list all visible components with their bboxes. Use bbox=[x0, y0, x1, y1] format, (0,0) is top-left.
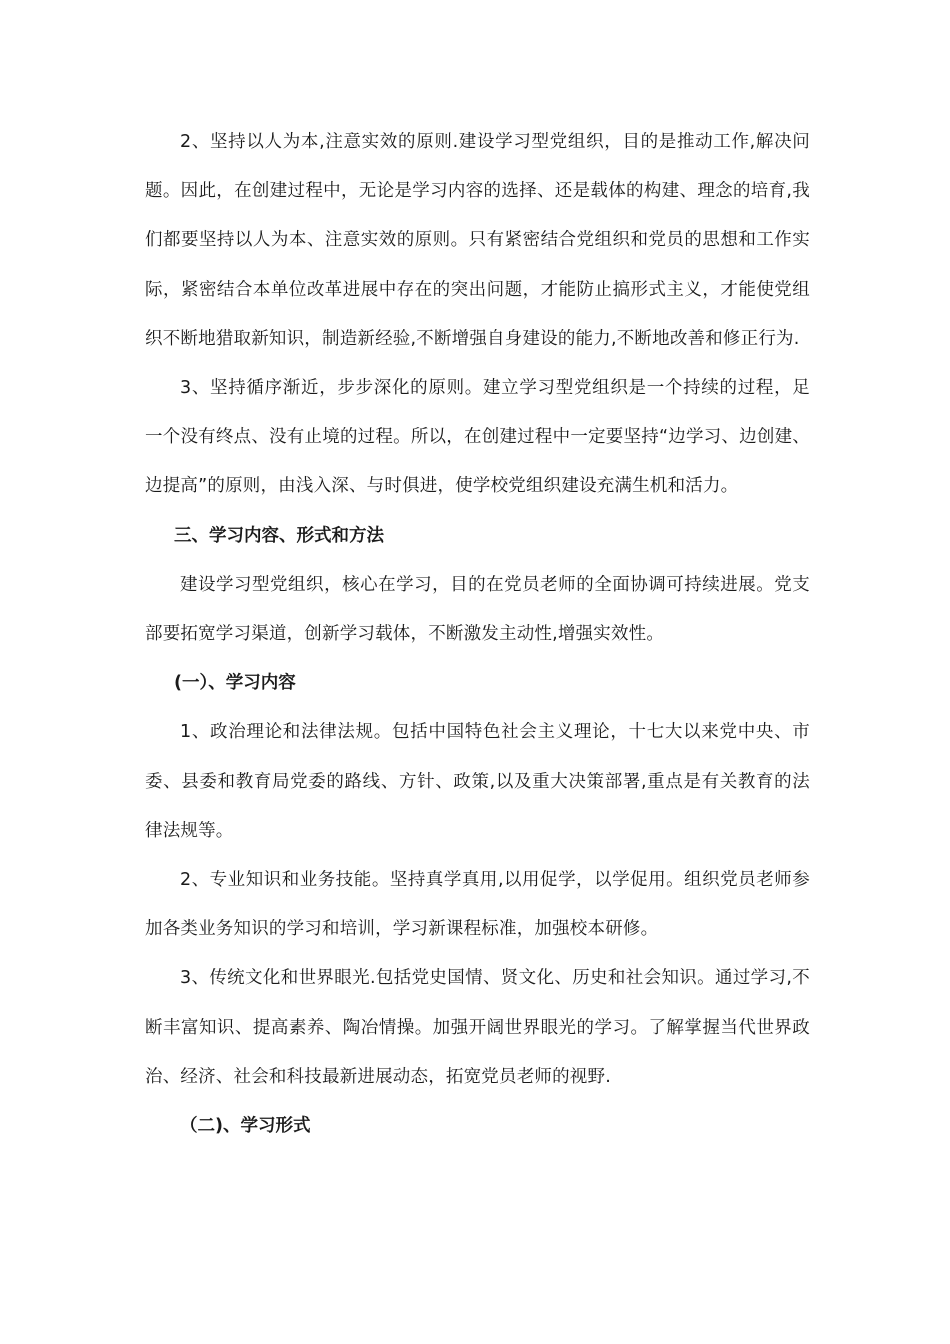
subheading-learning-content: (一）、学习内容 bbox=[174, 673, 296, 694]
section-heading-3: 三、学习内容、形式和方法 bbox=[174, 525, 384, 546]
document-page bbox=[145, 118, 810, 1151]
paragraph-principle-3: 3、坚持循序渐近，步步深化的原则。建立学习型党组织是一个持续的过程，足一个没有终点、没有止境的过程。所以，在创建过程中一定要坚持“边学习、边创建、边提高”的原则，由浅入深、与时俱进，使学校党组织建设充满生机和活力。 bbox=[145, 378, 810, 497]
paragraph-content-1: 1、政治理论和法律法规。包括中国特色社会主义理论，十七大以来党中央、市委、县委和教育局党委的路线、方针、政策,以及重大决策部署,重点是有关教育的法律法规等。 bbox=[145, 722, 810, 841]
paragraph-content-3: 3、传统文化和世界眼光.包括党史国情、贤文化、历史和社会知识。通过学习,不断丰富知识、提高素养、陶冶情操。加强开阔世界眼光的学习。了解掌握当代世界政治、经济、社会和科技最新进展动态，拓宽党员老师的视野. bbox=[145, 968, 810, 1087]
paragraph-principle-2: 2、坚持以人为本,注意实效的原则.建设学习型党组织，目的是推动工作,解决问题。因此，在创建过程中，无论是学习内容的选择、还是载体的构建、理念的培育,我们都要坚持以人为本、注意实效的原则。只有紧密结合党组织和党员的思想和工作实际，紧密结合本单位改革进展中存在的突出问题，才能防止搞形式主义，才能使党组织不断地猎取新知识，制造新经验,不断增强自身建设的能力,不断地改善和修正行为. bbox=[145, 132, 810, 349]
subheading-learning-form: （二)、学习形式 bbox=[180, 1116, 311, 1137]
paragraph-content-2: 2、专业知识和业务技能。坚持真学真用,以用促学，以学促用。组织党员老师参加各类业务知识的学习和培训，学习新课程标准，加强校本研修。 bbox=[145, 870, 810, 940]
paragraph-section-3-intro: 建设学习型党组织，核心在学习，目的在党员老师的全面协调可持续进展。党支部要拓宽学习渠道，创新学习载体，不断激发主动性,增强实效性。 bbox=[145, 574, 810, 645]
